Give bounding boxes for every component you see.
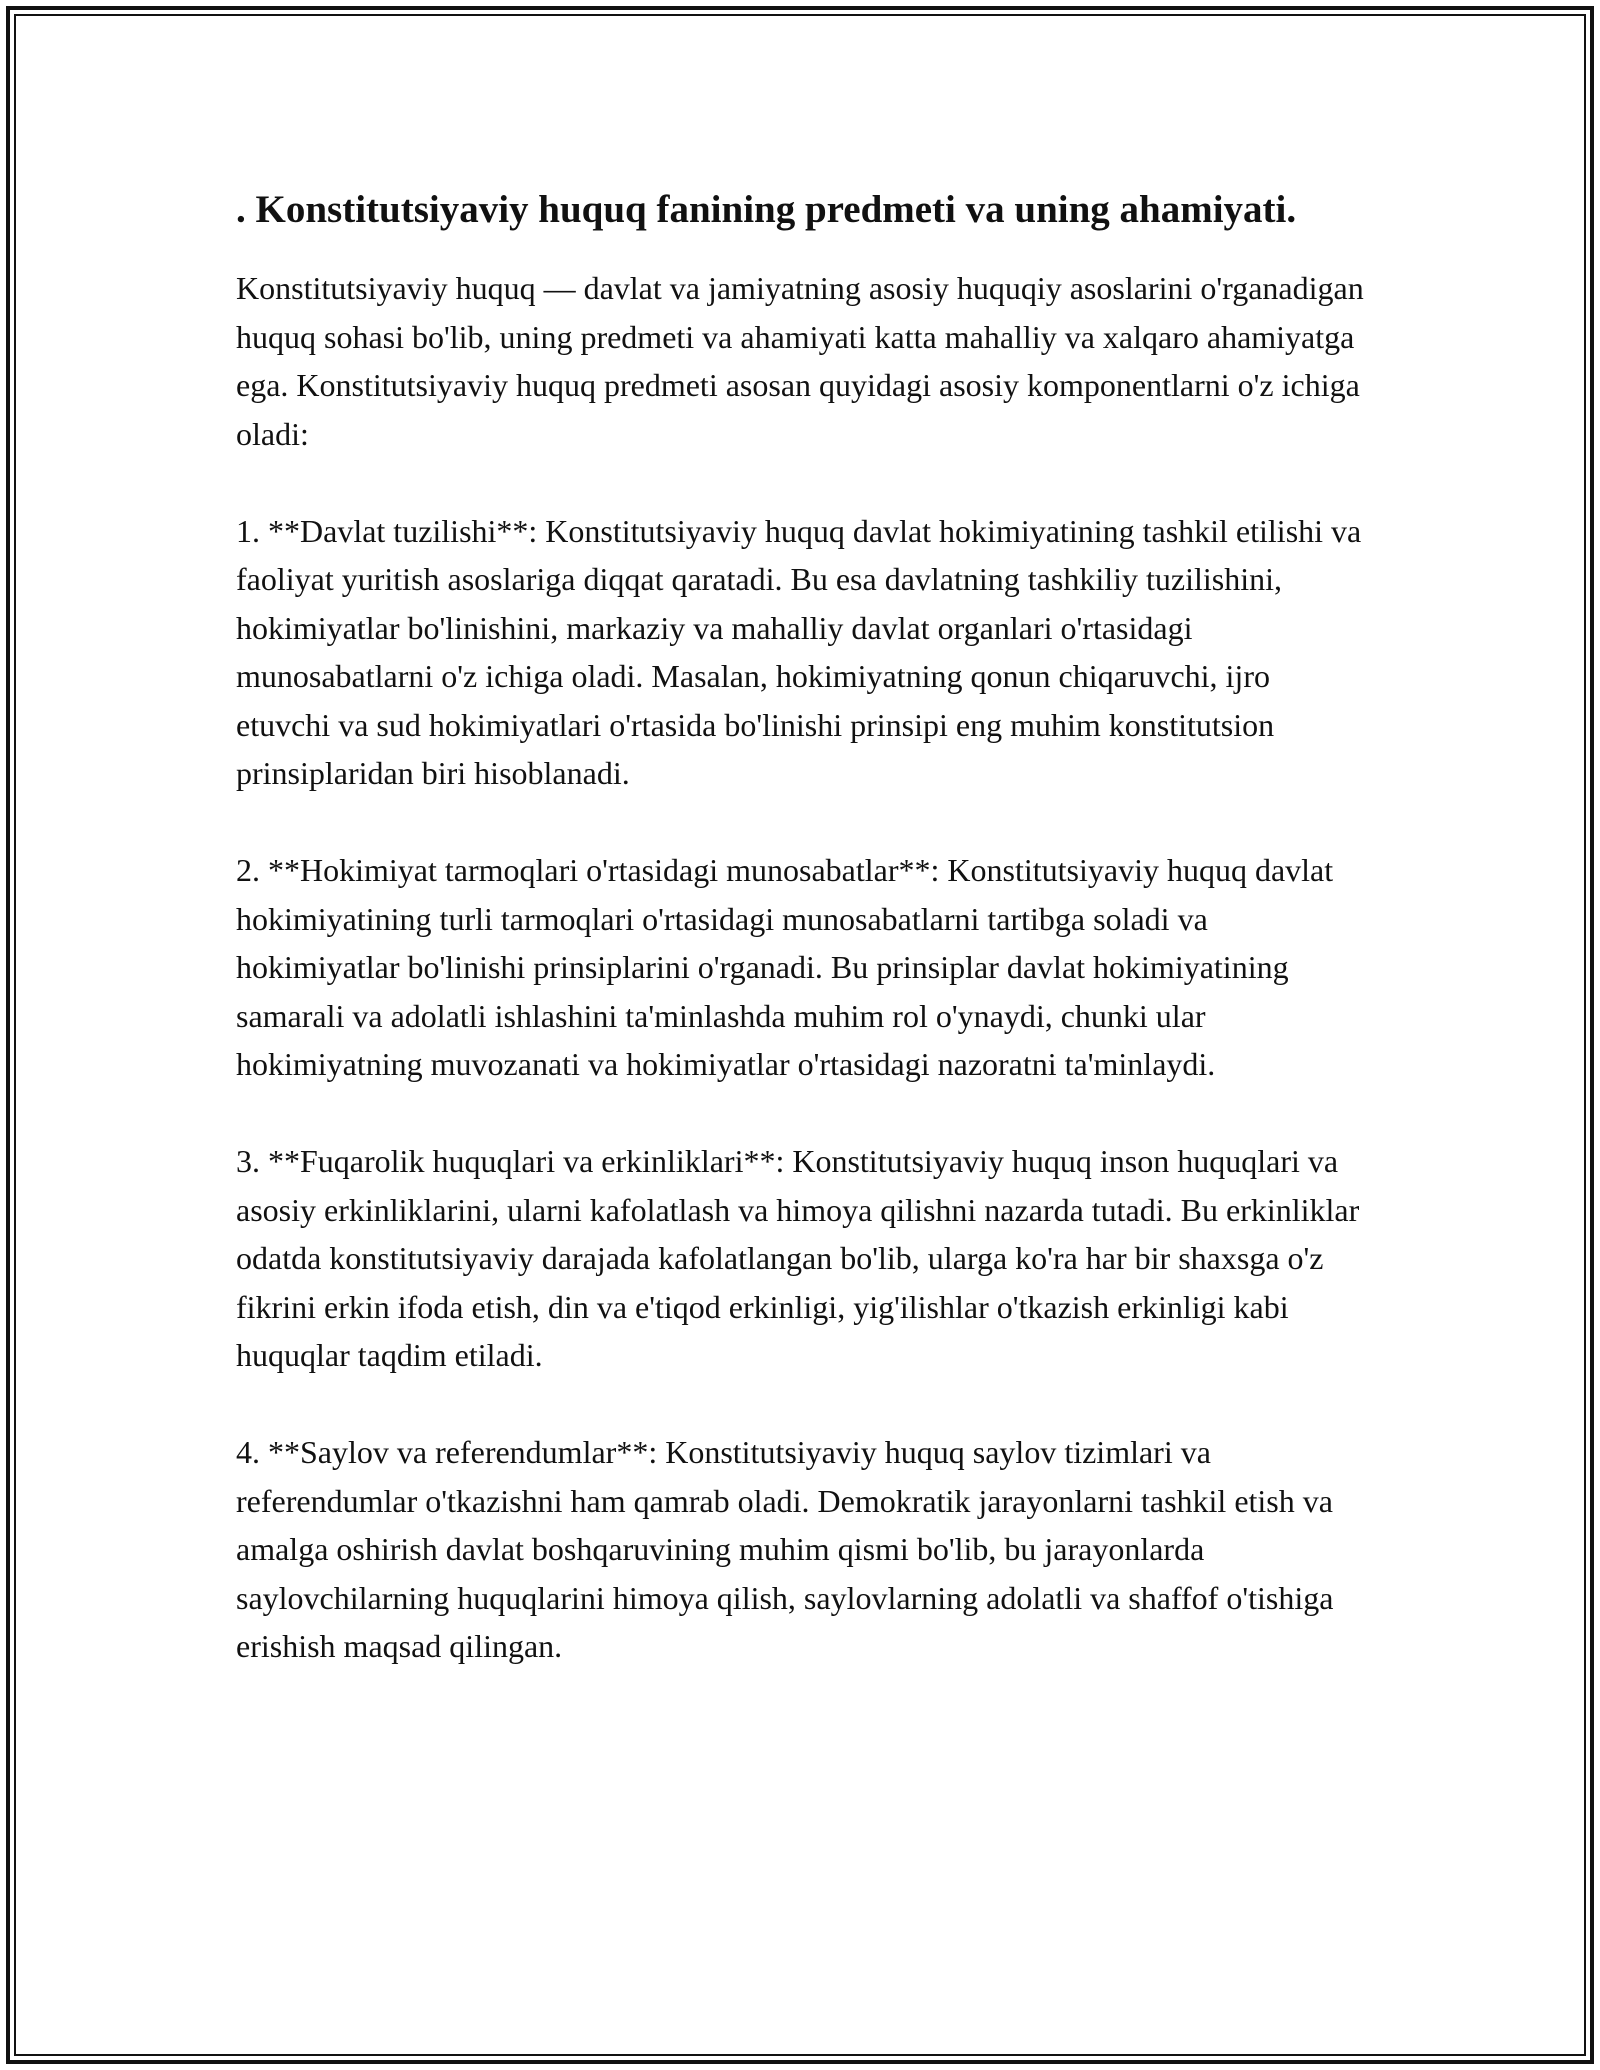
document-body [236,186,1366,1719]
list-item-state-structure: 1. **Davlat tuzilishi**: Konstitutsiyaviy huquq davlat hokimiyatining tashkil etilishi va faoliyat yuritish asoslariga diqqat qaratadi. Bu esa davlatning tashkiliy tuzilishini, hokimiyatlar bo'linishini, markaziy va mahalliy davlat organlari o'rtasidagi munosabatlarni o'z ichiga oladi. Masalan, hokimiyatning qonun chiqaruvchi, ijro etuvchi va sud hokimiyatlari o'rtasida bo'linishi prinsipi eng muhim konstitutsion prinsiplaridan biri hisoblanadi. [236,512,1362,791]
list-item-branches-relations: 2. **Hokimiyat tarmoqlari o'rtasidagi munosabatlar**: Konstitutsiyaviy huquq davlat hokimiyatining turli tarmoqlari o'rtasidagi munosabatlarni tartibga soladi va hokimiyatlar bo'linishi prinsiplarini o'rganadi. Bu prinsiplar davlat hokimiyatining samarali va adolatli ishlashini ta'minlashda muhim rol o'ynaydi, chunki ular hokimiyatning muvozanati va hokimiyatlar o'rtasidagi nazoratni ta'minlaydi. [236,852,1334,1082]
list-item-civil-rights: 3. **Fuqarolik huquqlari va erkinliklari**: Konstitutsiyaviy huquq inson huquqlari va asosiy erkinliklarini, ularni kafolatlash va himoya qilishni nazarda tutadi. Bu erkinliklar odatda konstitutsiyaviy darajada kafolatlangan bo'lib, ularga ko'ra har bir shaxsga o'z fikrini erkin ifoda etish, din va e'tiqod erkinligi, yig'ilishlar o'tkazish erkinligi kabi huquqlar taqdim etiladi. [236,1143,1360,1373]
document-title: . Konstitutsiyaviy huquq fanining predmeti va uning ahamiyati. [236,188,1297,231]
intro-paragraph: Konstitutsiyaviy huquq — davlat va jamiyatning asosiy huquqiy asoslarini o'rganadigan huquq sohasi bo'lib, uning predmeti va ahamiyati katta mahalliy va xalqaro ahamiyatga ega. Konstitutsiyaviy huquq predmeti asosan quyidagi asosiy komponentlarni o'z ichiga oladi: [236,270,1364,452]
list-item-elections: 4. **Saylov va referendumlar**: Konstitutsiyaviy huquq saylov tizimlari va referendumlar o'tkazishni ham qamrab oladi. Demokratik jarayonlarni tashkil etish va amalga oshirish davlat boshqaruvining muhim qismi bo'lib, bu jarayonlarda saylovchilarning huquqlarini himoya qilish, saylovlarning adolatli va shaffof o'tishiga erishish maqsad qilingan. [236,1434,1334,1664]
